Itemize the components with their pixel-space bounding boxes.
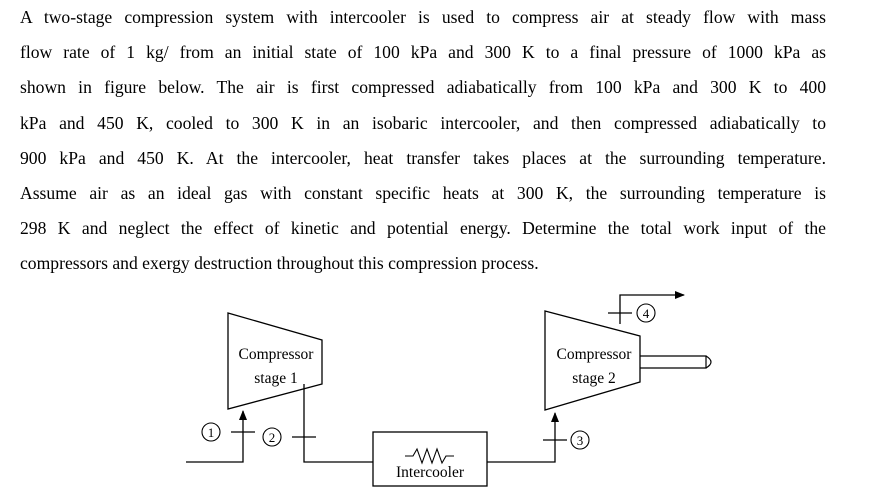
problem-line: Assume air as an ideal gas with constant specific heats at 300 K, the surrounding temperature is	[20, 183, 826, 204]
state-4-label: 4	[642, 306, 650, 321]
problem-line: kPa and 450 K, cooled to 300 K in an isobaric intercooler, and then compressed adiabatically to	[20, 112, 826, 133]
pipe-3-to-compressor-2	[487, 413, 555, 462]
compressor-2-label-line1: Compressor	[556, 346, 632, 363]
state-1-label: 1	[207, 425, 215, 440]
shaft	[640, 356, 706, 368]
state-2-label: 2	[268, 430, 276, 445]
compressor-2-label-line2: stage 2	[572, 370, 616, 387]
problem-line: A two-stage compression system with intercooler is used to compress air at steady flow with mass	[20, 7, 826, 27]
problem-line: shown in figure below. The air is first compressed adiabatically from 100 kPa and 300 K to 400	[20, 77, 826, 98]
shaft-end	[706, 356, 711, 368]
problem-line: 298 K and neglect the effect of kinetic and potential energy. Determine the total work input of the	[20, 218, 826, 239]
state-3-label: 3	[576, 433, 584, 448]
problem-line: 900 kPa and 450 K. At the intercooler, heat transfer takes places at the surrounding temperature.	[20, 147, 826, 168]
problem-line: compressors and exergy destruction throughout this compression process.	[20, 253, 539, 274]
compressor-1-label-line1: Compressor	[238, 346, 314, 363]
intercooler-label: Intercooler	[396, 464, 464, 481]
compressor-1-label-line2: stage 1	[254, 370, 298, 387]
problem-line: flow rate of 1 kg/ from an initial state of 100 kPa and 300 K to a final pressure of 1000 kPa as	[20, 42, 826, 63]
pipe-2-to-intercooler	[304, 384, 373, 462]
